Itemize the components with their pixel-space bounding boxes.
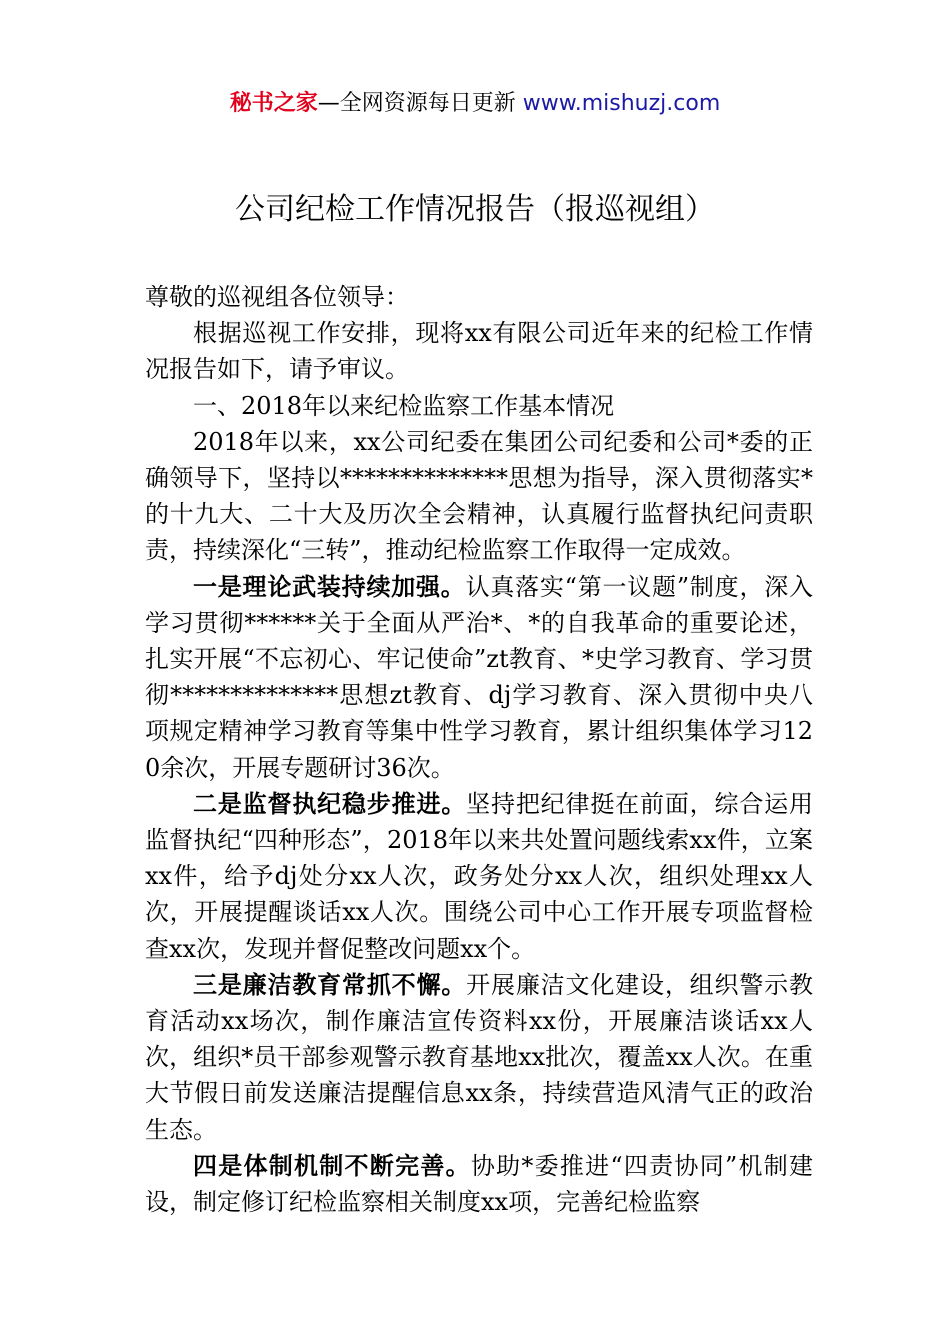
paragraph-lead: 四是体制机制不断完善。 [193,1150,471,1180]
paragraph-lead: 二是监督执纪稳步推进。 [193,788,467,818]
paragraph-text: 根据巡视工作安排，现将xx有限公司近年来的纪检工作情况报告如下，请予审议。 [145,319,813,384]
site-brand: 秘书之家 [229,91,318,116]
paragraph-text: 坚持把纪律挺在前面，综合运用监督执纪“四种形态”，2018年以来共处置问题线索xx件，立案xx件，给予dj处分xx人次，政务处分xx人次，组织处理xx人次，开展提醒谈话xx人次。围绕公司中心工作开展专项监督检查xx次，发现并督促整改问题xx个。 [145,789,814,963]
paragraph-text: 一、2018年以来纪检监察工作基本情况 [193,391,615,420]
site-header [0,88,950,120]
document-body [145,279,813,1220]
salutation: 尊敬的巡视组各位领导： [145,283,409,311]
document-title: 公司纪检工作情况报告（报巡视组） [235,192,715,227]
paragraph-intro [145,315,813,387]
paragraph-text: 认真落实“第一议题”制度，深入学习贯彻******关于全面从严治*、*的自我革命的重要论述，扎实开展“不忘初心、牢记使命”zt教育、*史学习教育、学习贯彻**************思想zt教育、dj学习教育、深入贯彻中央八项规定精神学习教育等集中性学习教育，累计组织集体学习120余次，开展专题研讨36次。 [145,572,813,782]
paragraph-text: 2018年以来，xx公司纪委在集团公司纪委和公司*委的正确领导下，坚持以**************思想为指导，深入贯彻落实*的十九大、二十大及历次全会精神，认真履行监督执纪问责职责，持续深化“三转”，推动纪检监察工作取得一定成效。 [145,427,813,565]
paragraph-point-4 [145,1148,813,1220]
paragraph-text: 开展廉洁文化建设，组织警示教育活动xx场次，制作廉洁宣传资料xx份，开展廉洁谈话xx人次，组织*员干部参观警示教育基地xx批次，覆盖xx人次。在重大节假日前发送廉洁提醒信息xx条，持续营造风清气正的政治生态。 [145,970,814,1144]
section-heading [145,388,813,424]
paragraph-overview [145,424,813,569]
paragraph-lead: 一是理论武装持续加强。 [193,571,466,601]
site-tagline: —全网资源每日更新 [317,91,516,116]
paragraph-text: 协助*委推进“四责协同”机制建设，制定修订纪检监察相关制度xx项，完善纪检监察 [145,1151,813,1217]
paragraph-point-2 [145,786,813,967]
paragraph-point-1 [145,569,813,786]
site-url-link[interactable]: www.mishuzj.com [522,91,721,116]
paragraph-point-3 [145,967,813,1148]
paragraph-lead: 三是廉洁教育常抓不懈。 [193,969,467,999]
